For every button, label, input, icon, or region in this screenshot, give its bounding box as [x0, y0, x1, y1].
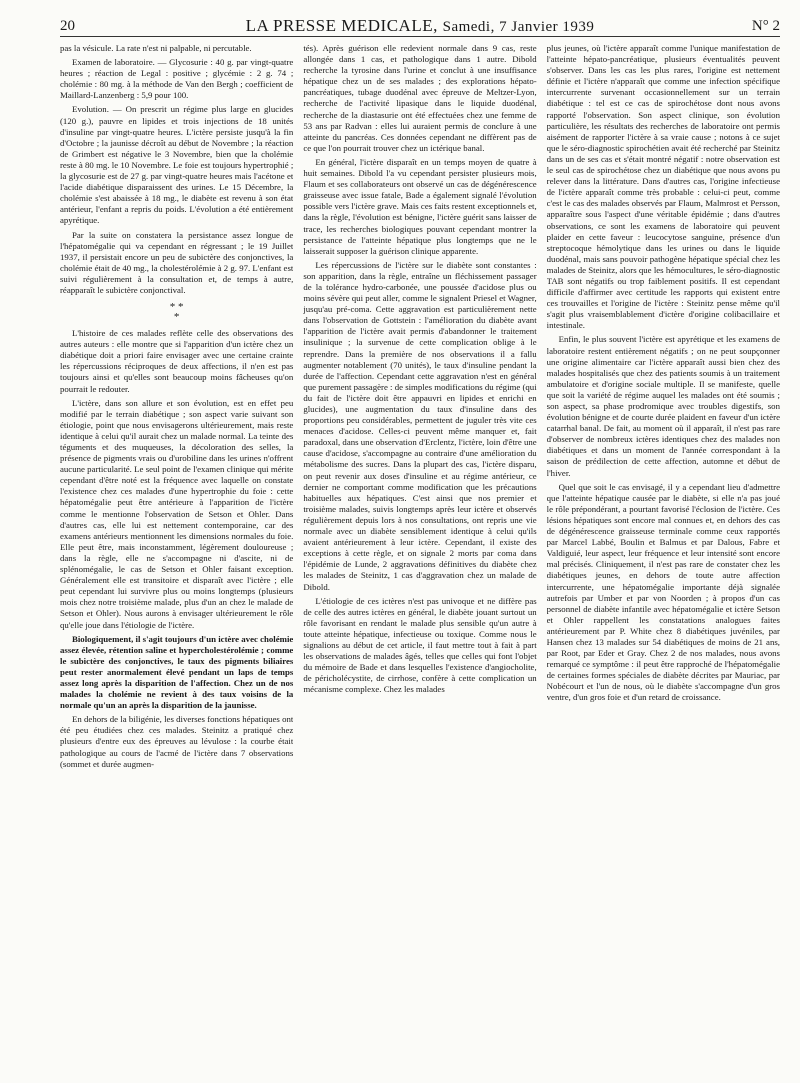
journal-title-line — [60, 16, 780, 36]
paragraph: pas la vésicule. La rate n'est ni palpable, ni percutable. — [60, 43, 252, 53]
issue-date: Samedi, 7 Janvier 1939 — [442, 19, 595, 35]
issue-number: N° 2 — [751, 18, 780, 34]
column-1 — [60, 43, 293, 1083]
paragraph: plus jeunes, où l'ictère apparaît comme l'unique manifestation de l'atteinte hépato-pancréatique, plusieurs éventualités peuvent s'observer. Dans les cas les plus rares, l'origine est nettement définie et l'ictère n'apparaît que comme une infection spécifique intercurrente survenant occasionnellement sur un terrain diabétique : tel est ce cas de spirochétose dont nous avons rapporté l'observation. Son aspect clinique, son évolution particulière, les résultats des recherches de laboratoire ont permis aisément de rapporter l'ictère à sa vraie cause ; notons à ce sujet que le séro-diagnostic spirochétien avait été recherché par Steinitz dans un de ses cas et s'était montré négatif : notre observation est le seul cas de spirochétose chez un diabétique que nous avons pu relever dans la littérature. Dans d'autres cas, l'origine infectieuse de l'ictère apparaît comme très probable : celui-ci peut, comme c'est le cas des malades observés par Flaum, Malmrost et Persson, apparaître sous l'aspect d'une véritable épidémie ; dans d'autres observations, ce sont les examens de laboratoire qui peuvent plaider en cette faveur : leucocytose sanguine, présence d'un streptocoque hémolytique dans les urines ou dans le liquide duodénal, mais sans pouvoir pathogène hépatique spécial chez les malades de Steinitz, alors que les hémocultures, le séro-diagnostic TAB sont négatifs ou trop faiblement positifs. Il est cependant difficile d'affirmer avec certitude les rapports qui existent entre ces trouvailles et l'origine de l'ictère : Steinitz pense même qu'il s'agit plus vraisemblablement d'ictère d'origine colibacillaire et intestinale. — [546, 43, 780, 331]
paragraph: L'histoire de ces malades reflète celle des observations des autres auteurs : elle montre que si l'apparition d'un ictère chez un diabétique doit a priori faire envisager avec une certaine crainte les répercussions réciproques de deux affections, il n'en est pas toujours ainsi et qu'elles sont beaucoup moins fâcheuses qu'on pourrait le redouter. — [60, 328, 294, 394]
paragraph: L'étiologie de ces ictères n'est pas univoque et ne diffère pas de celle des autres ictères en général, le diabète jouant surtout un rôle favorisant en rendant le malade plus sensible qu'un autre à toute atteinte hépatique, infectieuse ou toxique. Comme nous le signalions au début de cet article, il faut mettre tout à fait à part les observations de malades âgés, telles que celles qui font l'objet du mémoire de Bade et dans lesquelles l'existence d'angiocholite, de péricholécystite, de cirrhose, confère à cette complication un mécanisme complexe. Chez les malades — [303, 595, 537, 695]
journal-name: LA PRESSE MEDICALE, — [245, 16, 438, 35]
paragraph: Par la suite on constatera la persistance assez longue de l'hépatomégalie qui va cependant en régressant ; le 19 Juillet 1937, il persistait encore un peu de subictère des conjonctives, la cholémie était de 40 mg., la cholestérolémie à 2 g. 97. L'enfant est suivi régulièrement à la consultation et, de temps à autre, réapparaît le subictère conjonctival. — [60, 229, 294, 295]
paragraph: En dehors de la biligénie, les diverses fonctions hépatiques ont été peu étudiées chez ces malades. Steinitz a pratiqué chez plusieurs d'entre eux des épreuves au lévulose : la courbe était pathologique au cours de l'acmé de l'ictère dans 7 observations (sommet et durée augmen- — [60, 714, 294, 769]
page-header — [60, 14, 780, 37]
article-columns — [60, 43, 780, 1083]
paragraph: En général, l'ictère disparaît en un temps moyen de quatre à huit semaines. Dibold l'a vu cependant persister plusieurs mois, Flaum et ses collaborateurs ont observé un cas de dégénérescence graisseuse avec issue fatale, Bade a également signalé l'évolution possible vers l'ictère grave. Mais ces faits restent exceptionnels et, dans la règle, l'évolution est bénigne, l'ictère guérit sans laisser de trace, les recherches biologiques pouvant cependant montrer la persistance de l'atteinte hépatique plus longtemps que ne le laisserait supposer la guérison clinique apparente. — [303, 156, 537, 256]
section-separator: * * * — [169, 301, 184, 324]
page-number: 20 — [60, 18, 75, 34]
paragraph: Evolution. — On prescrit un régime plus large en glucides (120 g.), pauvre en lipides et trois injections de 18 unités d'insuline par vingt-quatre heures. L'ictère persiste jusqu'à la fin d'Octobre ; la jaunisse décroît au début de Novembre ; la réaction de Grimbert est négative le 3 Novembre, bien que la cholémie reste à 80 mg. le 10 Novembre. Le foie est toujours hypertrophié ; la glycosurie est de 27 g. par vingt-quatre heures mais l'acétone et l'acide diabétique disparaissent des urines. Le 15 Décembre, la cholémie s'est abaissée à 18 mg., le diabète est revenu à son état antérieur, l'enfant a repris du poids. L'évolution a été entièrement apyrétique. — [60, 104, 294, 226]
paragraph: L'ictère, dans son allure et son évolution, est en effet peu modifié par le terrain diabétique ; son aspect varie suivant son étiologie, point que nous envisagerons ultérieurement, mais reste identique à celui qu'il aurait chez un malade normal. La teinte des téguments et des muqueuses, la décoloration des selles, la présence de pigments vrais ou d'urobiline dans les urines n'offrent aucune particularité. Le seul point de l'examen clinique qui mérite cependant d'être noté est la fréquence avec laquelle on constate l'existence chez ces malades d'une hypertrophie du foie : cette hépatomégalie peut être antérieure à l'apparition de l'ictère comme le mentionne l'observation de Setson et Ohler. Dans d'autres cas, elle lui est nettement contemporaine, car des examens antérieurs mentionnent les dimensions normales du foie. Elle peut être, mais inconstamment, légèrement douloureuse ; dans la règle, elle ne s'accompagne ni d'ascite, ni de splénomégalie, le cas de Setson et Ohler faisant exception. Généralement elle est transitoire et disparaît avec l'ictère ; elle peut cependant lui survivre plus ou moins longtemps (plusieurs mois chez notre troisième malade, plus d'un an chez le malade de Setson et Ohler). Nous aurons à envisager ultérieurement le rôle qu'elle joue dans l'étiologie de l'ictère. — [60, 397, 294, 630]
paragraph: Enfin, le plus souvent l'ictère est apyrétique et les examens de laboratoire restent entièrement négatifs ; on ne peut soupçonner une origine alimentaire car l'ictère apparaît aussi bien chez des malades hospitalisés que chez des patients soumis à un traitement ambulatoire et d'origine sociale multiple. Il se manifeste, quelle que soit la variété de régime auquel les malades ont été soumis ; son aspect, sa phase prodromique avec troubles digestifs, son évolution bénigne et de courte durée plaident en faveur d'un ictère catarrhal banal. De fait, au moment où il apparaît, il n'est pas rare d'observer de nombreux ictères identiques chez des malades non diabétiques et dans un moment de l'année correspondant à la saison de prédilection de cette affection, automne et début de l'hiver. — [546, 334, 780, 478]
column-3 — [547, 43, 780, 1083]
column-2 — [303, 43, 536, 1083]
paragraph: Examen de laboratoire. — Glycosurie : 40 g. par vingt-quatre heures ; réaction de Legal : positive ; glycémie : 2 g. 74 ; cholémie : 80 mg. à la méthode de Van den Bergh ; coefficient de Maillard-Lanzenberg : 5,9 pour 100. — [60, 57, 294, 101]
paragraph: Quel que soit le cas envisagé, il y a cependant lieu d'admettre que l'atteinte hépatique causée par le diabète, si elle n'a pas joué le rôle prépondérant, a pourtant favorisé l'éclosion de l'ictère. Ces lésions hépatiques sont encore mal connues et, en dehors des cas de dégénérescence graisseuse terminale comme ceux rapportés par Marcel Labbé, Boulin et Balmus et par Dalous, Fabre et Valdiguié, leur aspect, leur fréquence et leur intensité sont encore mal précisés. Cliniquement, il n'est pas rare de constater chez les diabétiques jeunes, en dehors de toute autre affection intercurrente, une hépatomégalie importante déjà signalée autrefois par Umber et par von Noorden ; à propos d'un cas personnel de diabète infantile avec hépatomégalie et ictère Setson et Ohler rappellent les constatations analogues faites antérieurement par P. White chez 8 diabétiques juvéniles, par Hansen chez 13 malades sur 54 diabétiques de moins de 21 ans, par Root, par Eder et Gray. Chez 2 de nos malades, nous avons remarqué ce symptôme : il peut être rapproché de l'hépatomégalie de certaines formes spéciales de diabète décrites par Mauriac, par Nobécourt et l'un de nous, où le diabète s'accompagne d'un gros ventre, d'un gros foie et d'un retard de croissance. — [546, 481, 780, 703]
paragraph: tés). Après guérison elle redevient normale dans 9 cas, reste allongée dans 1 cas, et pathologique dans 1 autre. Dibold recherche la tyrosine dans l'urine et conclut à une insuffisance hépatique chez un de ses malades ; des explorations hépato-pancréatiques, tubage duodénal avec épreuve de Meltzer-Lyon, recherche de l'activité lipasique dans le liquide duodénal, recherche de la diastasurie ont été effectuées chez une femme de 53 ans par Radvan : elles lui auraient permis de conclure à une atteinte du pancréas. Ces données cependant ne diffèrent pas de ce que l'on pourrait trouver chez un ictérique banal. — [303, 43, 537, 153]
paragraph: Les répercussions de l'ictère sur le diabète sont constantes : son apparition, dans la règle, entraîne un fléchissement passager de la tolérance hydro-carbonée, une poussée d'acidose plus ou moins sévère qui peut aller, comme le signalent Priesel et Wagner, jusqu'au pré-coma. Cette aggravation est particulièrement nette dans l'observation de Gottstein : l'amélioration du diabète avant l'apparition de l'ictère avait permis d'abandonner le traitement insulinique ; la survenue de cette complication oblige à le reprendre. Dans la première de nos observations il a fallu augmenter notablement (70 unités), le taux d'insuline pendant la durée de l'affection. Cependant cette aggravation n'est en général que purement passagère : de simples modifications du régime (qui du fait de l'ictère doit être appauvri en lipides et enrichi en glucides), une augmentation du taux d'insuline dans des proportions peu considérables, permettent de juguler très vite ces menaces d'acidose. Celles-ci peuvent même manquer et, fait paradoxal, dans une observation d'Erclentz, l'ictère, loin d'être une cause d'acidose, s'accompagne au contraire d'une amélioration du métabolisme des sucres. Dans la plupart des cas, l'ictère disparu, on peut revenir aux doses d'insuline et au régime antérieur, ce dernier ne comportant comme modification que les précautions habituelles aux hépatiques. C'est ainsi que nos premier et troisième malades, suivis longtemps après leur ictère et observés régulièrement depuis lors à nos consultations, ont repris une vie normale avec un diabète sensiblement identique à celui qu'ils avaient antérieurement à leur ictère. Cependant, il existe des exceptions à cette règle, et on signale 2 morts par coma dans l'épidémie de Lunde, 2 aggravations définitives du diabète chez les malades de Steinitz, 1 cas d'aggravation chez un malade de Dibold. — [303, 259, 537, 592]
paragraph: Biologiquement, il s'agit toujours d'un ictère avec cholémie assez élevée, rétention saline et hypercholestérolémie ; comme le subictère des conjonctives, le taux des pigments biliaires peut rester anormalement élevé pendant un laps de temps assez long après la disparition de l'affection. Chez un de nos malades la cholémie ne revient à des taux voisins de la normale qu'un an après la disparition de la jaunisse. — [60, 633, 294, 711]
